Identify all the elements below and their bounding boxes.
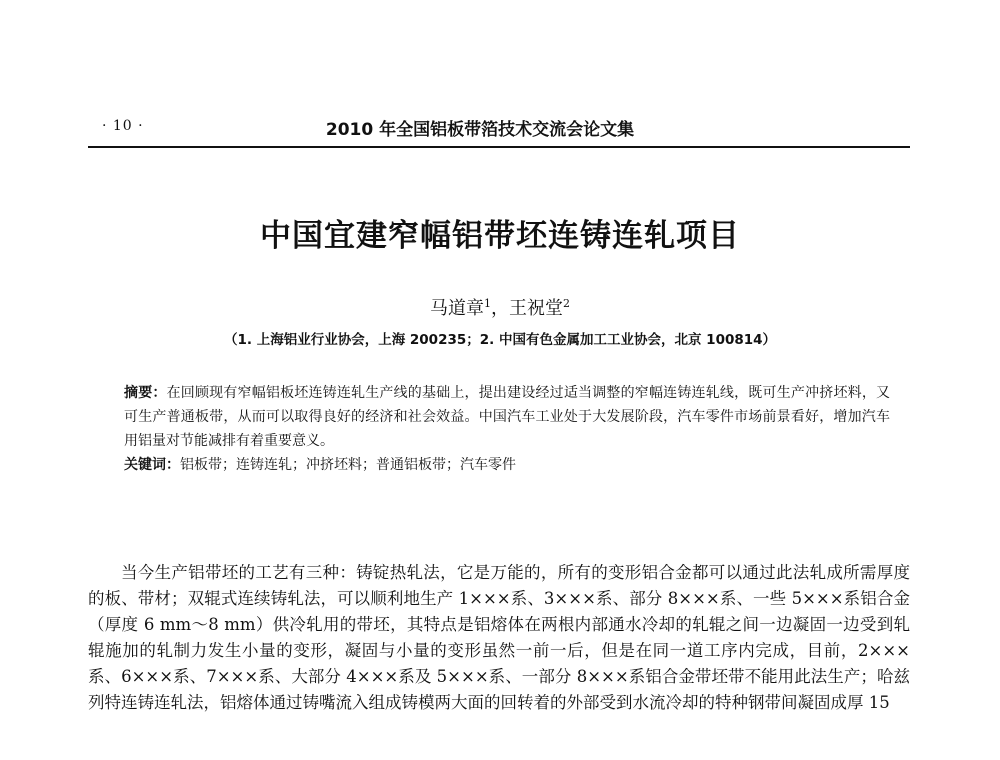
author-separator: ，: [491, 298, 509, 319]
author-superscript: 1: [484, 297, 491, 310]
body-text: [88, 560, 910, 716]
header-rule: [88, 146, 910, 148]
keywords-text: 铝板带；连铸连轧；冲挤坯料；普通铝板带；汽车零件: [180, 457, 516, 473]
keywords-label: 关键词：: [124, 457, 180, 473]
author-line: [0, 294, 1000, 320]
affiliations: （1. 上海铝业行业协会，上海 200235；2. 中国有色金属加工工业协会，北京 100814）: [223, 332, 777, 348]
keywords-paragraph: [124, 453, 890, 477]
author-name: 马道章: [430, 298, 484, 319]
author-superscript: 2: [563, 297, 570, 310]
page-number: · 10 ·: [102, 118, 144, 134]
abstract-block: [124, 381, 890, 477]
author-name: 王祝堂: [509, 298, 563, 319]
abstract-text: 在回顾现有窄幅铝板坯连铸连轧生产线的基础上，提出建设经过适当调整的窄幅连铸连轧线，既可生产冲挤坯料，又可生产普通板带，从而可以取得良好的经济和社会效益。中国汽车工业处于大发展阶段，汽车零件市场前景看好，增加汽车用铝量对节能减排有着重要意义。: [124, 385, 891, 449]
abstract-paragraph: [124, 381, 890, 453]
running-header-title: 2010 年全国铝板带箔技术交流会论文集: [325, 120, 635, 140]
abstract-label: 摘要：: [124, 385, 167, 401]
paper-title: 中国宜建窄幅铝带坯连铸连轧项目: [260, 218, 740, 254]
body-paragraph: 当今生产铝带坯的工艺有三种：铸锭热轧法，它是万能的，所有的变形铝合金都可以通过此法轧成所需厚度的板、带材；双辊式连续铸轧法，可以顺利地生产 1×××系、3×××系、部分 8×××系、一些 5×××系铝合金（厚度 6 mm～8 mm）供冷轧用的带坯，其特点是铝熔体在两根内部通水冷却的轧辊之间一边凝固一边受到轧辊施加的轧制力发生小量的变形，凝固与小量的变形虽然一前一后，但是在同一道工序内完成，目前，2×××系、6×××系、7×××系、大部分 4×××系及 5×××系、一部分 8×××系铝合金带坯带不能用此法生产；哈兹列特连铸连轧法，铝熔体通过铸嘴流入组成铸模两大面的回转着的外部受到水流冷却的特种钢带间凝固成厚 15: [88, 563, 910, 712]
